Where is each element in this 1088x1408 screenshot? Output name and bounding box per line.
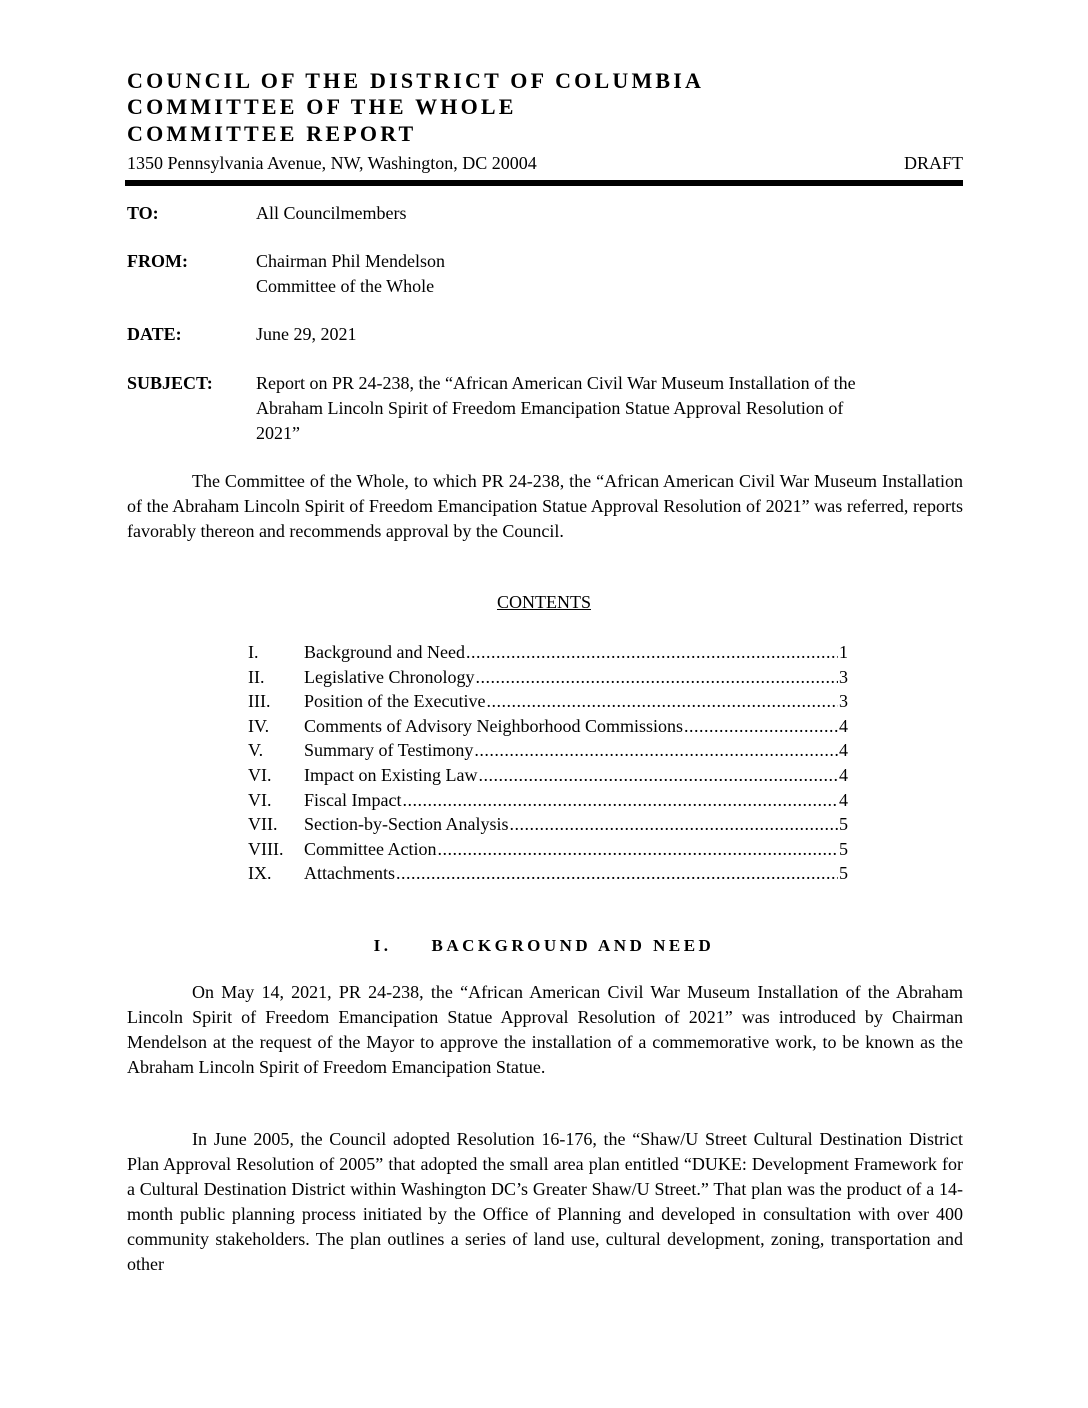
toc-leader [486, 689, 838, 713]
toc-row[interactable] [248, 812, 848, 837]
toc-number: VIII. [248, 838, 284, 859]
date-value [256, 322, 964, 347]
toc-title: Background and Need [304, 642, 465, 662]
header-report-type: COMMITTEE REPORT [127, 121, 417, 146]
toc-leader [402, 788, 838, 812]
section-heading [0, 934, 1088, 958]
from-sender: Chairman Phil Mendelson [256, 251, 445, 271]
toc-row[interactable] [248, 763, 848, 788]
toc-page: 1 [839, 642, 848, 662]
toc-number: II. [248, 666, 265, 687]
toc-title: Comments of Advisory Neighborhood Commissions [304, 715, 684, 736]
draft-label: DRAFT [903, 153, 963, 173]
header-address: 1350 Pennsylvania Avenue, NW, Washington, DC 20004 [127, 153, 537, 173]
toc-page: 4 [839, 764, 848, 785]
toc-leader [438, 837, 839, 861]
subject-line-2: Abraham Lincoln Spirit of Freedom Emancipation Statue Approval Resolution of [256, 398, 844, 418]
table-of-contents [248, 640, 848, 886]
from-value [256, 249, 964, 299]
toc-title: Impact on Existing Law [304, 764, 478, 785]
toc-page: 4 [839, 715, 848, 736]
date-text: June 29, 2021 [256, 324, 357, 344]
toc-leader [478, 763, 838, 787]
toc-page: 3 [839, 691, 848, 712]
toc-title: Attachments [304, 863, 395, 884]
header-rule [125, 180, 963, 186]
toc-page: 5 [839, 814, 848, 835]
toc-row[interactable] [248, 665, 848, 690]
toc-row[interactable] [248, 738, 848, 763]
toc-number: VI. [248, 764, 272, 785]
subject-label: SUBJECT: [127, 373, 213, 393]
to-value [256, 201, 964, 226]
from-committee: Committee of the Whole [256, 276, 435, 296]
toc-number: III. [248, 691, 271, 712]
contents-title: CONTENTS [497, 592, 591, 612]
toc-number: VII. [248, 814, 278, 835]
toc-row[interactable] [248, 714, 848, 739]
subject-line-1: Report on PR 24-238, the “African American Civil War Museum Installation of the [256, 373, 856, 393]
toc-row[interactable] [248, 689, 848, 714]
section-number: I. [373, 936, 392, 955]
toc-page: 3 [839, 666, 848, 687]
to-recipients: All Councilmembers [256, 203, 407, 223]
toc-page: 5 [839, 863, 848, 884]
toc-title: Committee Action [304, 838, 437, 859]
toc-leader [466, 640, 838, 664]
toc-title: Section-by-Section Analysis [304, 814, 509, 835]
toc-row[interactable] [248, 837, 848, 862]
toc-leader [396, 861, 838, 885]
toc-leader [684, 714, 838, 738]
toc-number: IV. [248, 715, 270, 736]
header-address-row [127, 152, 963, 174]
from-label: FROM: [127, 251, 188, 271]
header-council-name: COUNCIL OF THE DISTRICT OF COLUMBIA [127, 68, 705, 93]
subject-line-3: 2021” [256, 423, 300, 443]
date-label: DATE: [127, 324, 182, 344]
toc-title: Summary of Testimony [304, 740, 474, 761]
toc-leader [475, 665, 838, 689]
background-paragraph-2: In June 2005, the Council adopted Resolution 16-176, the “Shaw/U Street Cultural Destination District Plan Approval Resolution of 2005” that adopted the small area plan entitled “DUKE: Development Framework for a Cultural Destination District within Washington DC’s Greater Shaw/U Street.” That plan was the product of a 14-month public planning process initiated by the Office of Planning and developed in consultation with over 400 community stakeholders. The plan outlines a series of land use, cultural development, zoning, transportation and other [127, 1129, 963, 1274]
toc-row[interactable] [248, 640, 848, 665]
toc-leader [509, 812, 838, 836]
toc-number: V. [248, 740, 264, 761]
toc-title: Fiscal Impact [304, 789, 402, 810]
toc-row[interactable] [248, 788, 848, 813]
background-paragraph-1: On May 14, 2021, PR 24-238, the “African American Civil War Museum Installation of the Abraham Lincoln Spirit of Freedom Emancipation Statue Approval Resolution of 2021” was introduced by Chairman Mendelson at the request of the Mayor to approve the installation of a commemorative work, to be known as the Abraham Lincoln Spirit of Freedom Emancipation Statue. [127, 982, 963, 1077]
toc-number: VI. [248, 789, 272, 810]
toc-title: Legislative Chronology [304, 666, 475, 687]
toc-number: IX. [248, 863, 272, 884]
intro-paragraph: The Committee of the Whole, to which PR 24-238, the “African American Civil War Museum Installation of the Abraham Lincoln Spirit of Freedom Emancipation Statue Approval Resolution of 2021” was referred, reports favorably thereon and recommends approval by the Council. [127, 471, 963, 541]
toc-page: 5 [839, 838, 848, 859]
section-title: BACKGROUND AND NEED [431, 936, 715, 955]
toc-page: 4 [839, 740, 848, 761]
toc-title: Position of the Executive [304, 691, 486, 712]
toc-page: 4 [839, 789, 848, 810]
toc-leader [474, 738, 838, 762]
toc-row[interactable] [248, 861, 848, 886]
header-committee-name: COMMITTEE OF THE WHOLE [127, 94, 517, 119]
to-label: TO: [127, 203, 159, 223]
toc-number: I. [248, 642, 259, 662]
subject-value [256, 371, 964, 446]
